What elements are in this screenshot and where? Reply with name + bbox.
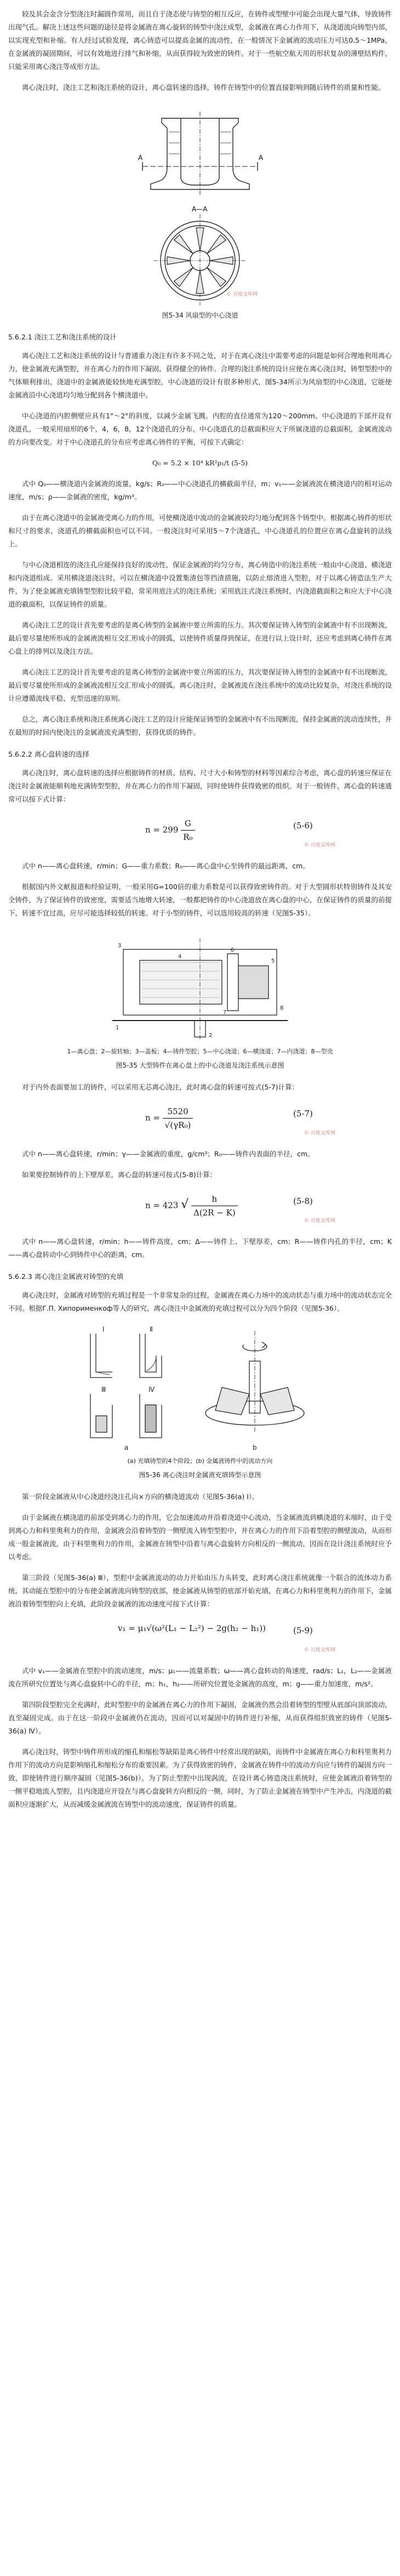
eq7-numerator: 5520 <box>163 1105 193 1119</box>
eq8-tag: (5-8) <box>293 1196 313 1206</box>
equation-5-6 <box>8 814 392 854</box>
sprue-block <box>238 966 268 999</box>
stage-label-3: Ⅲ <box>101 1386 106 1393</box>
part-label-b: b <box>253 1444 257 1451</box>
figure-5-34-caption: 图5-34 风扇型的中心浇道 <box>162 312 238 319</box>
fan-sprue-drawing <box>110 102 290 306</box>
sec2-paragraph-1: 离心浇注时，离心盘转速的选择应根据铸件的材质、结构、尺寸大小和铸型的材料等因素综合考虑，离心盘的转速应保证在浇注时金属液能顺利地充满铸型型腔，并在离心力的作用下凝固，同时使铸件获得致密的组织。对于一般铸件，离心盘的转速通常可以按下式计算： <box>8 769 392 803</box>
sec1-paragraph-5: 与中心浇道相连的浇注孔应能保持良好的流动性，保证金属液的均匀分布，离心铸造中的浇注系统一般由中心浇道、横浇道和内浇道组成。采用横浇道浇注时，可以在横浇道中设置集渣包等挡渣措施，以防止熔渣进入型腔，对于以离心铸造法生产大件，为了使金属液充填铸型型腔比较平稳，常采用底注式的浇注系统；采用底注式浇注系统时，内浇道截面积之和应大于中心浇道的截面积，以保证铸件的质量。 <box>8 561 392 608</box>
sec1-paragraph-8: 总之，离心浇注系统和浇注系统离心浇注工艺的设计应能保证铸型的金属液中有不出现断流，保持金属液的流动连续性，并在最短的时间内使浇注的金属液流充满型腔，获得优质的铸件。 <box>8 715 392 736</box>
sec3-paragraph-5: 式中 v₁——金属液在型腔中的流动速度，m/s；μ₁——流量系数；ω——离心盘转动的角速度，rad/s；L₁，L₂——金属液流在所研究位置处与离心盘旋转中心的半径，m；h₁，h₂——所研究位置处金属液的高度，m；g——重力加速度，m/s²。 <box>8 1667 392 1688</box>
fan-blade <box>210 257 233 264</box>
label-8: 8 <box>280 1005 284 1011</box>
sec3-paragraph-3: 由于金属液在横浇道的前部受到离心力的作用，它会加速流动并沿着浇道中心流动，当金属液流到横浇道的末端时，由于受到离心力和科里奥利力的作用，金属液会沿着铸型的一侧壁流入铸型型腔中，并在离心力的作用下沿着型腔的侧壁流动，从而形成一股金属液流，由于科里奥利力的作用，金属液在铸型中沿着与离心盘旋转方向相反的一侧流动，因而在设计浇注系统时应予以考虑。 <box>8 1513 392 1561</box>
figure-5-35 <box>101 927 299 1044</box>
fan-blade <box>167 257 190 264</box>
eq8-radical: √ <box>181 1197 189 1212</box>
equation-5-7 <box>8 1102 392 1142</box>
stage-1-inner <box>96 1334 112 1372</box>
fan-blade <box>174 235 196 257</box>
rotation-arrowhead <box>262 1342 266 1348</box>
fan-blade <box>204 265 226 287</box>
centrifugal-table-drawing <box>101 927 299 1044</box>
sec1-paragraph-3: 式中 Q₀——横浇道内金属液的流量，kg/s；R₀——中心浇道孔的横截面半径，m；v₁——金属液流在横浇道内的相对运动速度，m/s；ρ——金属液的密度，kg/m³。 <box>8 480 392 501</box>
runner-channel <box>227 954 238 1011</box>
page <box>8 0 392 1824</box>
figure-5-35-caption: 图5-35 大型铸件在离心盘上的中心浇道及浇注系统示意图 <box>116 1062 284 1069</box>
eq9-tag: (5-9) <box>293 1626 313 1635</box>
stage-label-1: Ⅰ <box>102 1326 105 1333</box>
section-label-right: A <box>259 154 264 162</box>
section-5-6-2-1-heading: 5.6.2.1 浇注工艺和浇注系统的设计 <box>8 333 117 341</box>
eq9-body: v₁ = μ₁√(ω²(L₁ − L₂²) − 2g(h₂ − h₁)) <box>118 1623 266 1633</box>
sec2b-paragraph-4: 式中 n——离心盘转速，r/min；h——铸件高度，cm；Δ——铸件上、下壁厚差，cm；R——铸件内孔的半径，cm；K——离心盘转动中心到铸件中心的距离，cm。 <box>8 1237 392 1259</box>
eq6-fraction <box>181 817 195 844</box>
sec1-paragraph-7: 离心浇注工艺的设计首先要考虑的是离心铸型的金属液中要立所需的压力，其次要保证铸入铸型的金属液中有不出现断流，最后要尽量使所形成的金属液流相互交汇形成小的圆弧。离心浇注时，金属液流在浇注系统中的流动比较复杂，对浇注系统的设计应遵循流线平稳、充型迅速的原则。 <box>8 668 392 702</box>
section-title: A—A <box>192 205 208 213</box>
label-7: 7 <box>223 1010 227 1016</box>
sec3-paragraph-4: 第三阶段（见图5-36(a) Ⅲ），型腔中金属液流动的动力开始由压力头转变，此时离心浇注系统就像一个联合的流体动力系统，其动能在型腔中的分布使金属液流向铸型的底部，使金属液从铸型的底部开始充填，在离心力和科里奥利力的作用下，金属液沿着铸型型腔向上充填，此阶段金属液的流动速度可按下式计算： <box>8 1574 392 1608</box>
eq6-tag: (5-6) <box>293 821 313 831</box>
sec3-paragraph-7: 离心浇注时，铸型中铸件所形成的缩孔和缩松等缺陷是离心铸件中经常出现的缺陷，而铸件中金属液在离心力和科里奥利力作用下的流动方向是影响缩孔和缩松分布的重要因素。为了获得致密的铸件，金属液在铸件中的流动方向应与铸件的凝固方向一致，即使铸件进行顺序凝固（见图5-36(b)）。为了防止型腔中出现涡流，在设计离心铸造浇注系统时，应使金属液沿着铸型的一侧平稳地流入型腔，且内浇道应开设在与离心盘旋转方向相反的一侧，同时，为了防止金属液在铸型中产生冲击，内浇道的截面积应逐渐扩大，从而减缓金属液流在铸型中的流动速度，保证铸件的质量。 <box>8 1748 392 1808</box>
intro-paragraph-1: 较及其会金含分型浇注时漏圆作常用，而且自于浇态使与铸型的相互反应，在铸件或型壁中可能会出现大量气体，导致铸件出现气孔。解决上述这些问题的途径是将金属液在离心旋转的铸型中浇注成型，金属液在离心力作用下，从浇道流向铸型内部，以实现充型和补缩。有人经过试验发现，离心铸造可以提高金属的流动性，在一般情况下金属液的流动压力可达0.5～1MPa，在金属液的凝固期间，可以有效地进行排气和补缩，从而获得较为致密的铸件。对于一些航空航天用的形状复杂的薄壁结构件，只能采用离心浇注等成形方法。 <box>8 10 392 71</box>
section-label-left: A <box>138 154 143 162</box>
stage-label-4: Ⅳ <box>148 1386 155 1393</box>
fan-blade <box>204 235 226 257</box>
sec3-paragraph-2: 第一阶段金属液从中心浇道经浇注孔向×方向的横浇道流动（见图5-36(a) Ⅰ）。 <box>22 1492 259 1501</box>
eq8-numerator: h <box>191 1192 238 1206</box>
equation-5-9 <box>8 1618 392 1659</box>
sec1-paragraph-2: 中心浇道的内腔侧壁应具有1°～2°的斜度，以减少金属飞溅。内腔的直径通常为120～200mm。中心浇道的下部开设有浇道孔，一般采用扇形的6个，4，6，8，12个浇道孔的分布。中心浇道孔的总截面积应大于所属浇道的总截面积，金属液流动的方向要改变。对于中心浇道孔的分布应考虑离心铸件的平衡，可按下式确定： <box>8 412 392 446</box>
section-5-6-2-2-heading: 5.6.2.2 离心盘转速的选择 <box>8 750 89 758</box>
mold-cavity-b <box>260 1387 294 1415</box>
fan-blade <box>196 270 204 293</box>
sec3-paragraph-1: 离心浇注时，金属液对铸型的充填过程是一个非常复杂的过程，金属液在离心力场中的流动状态与重力场中的流动状态完全不同。根据Γ.Π. Хипорименкоф等人的研究，离心浇注中金属液的充填过程可以分为四个阶段（见图5-36）。 <box>8 1291 392 1312</box>
eq8-lhs: n = 423 <box>145 1200 179 1211</box>
stage-2-inner <box>145 1334 156 1372</box>
stage-1-mold <box>90 1334 112 1378</box>
figure-5-36-caption: 图5-36 离心浇注时金属液充填铸型示意图 <box>139 1471 261 1479</box>
filling-stages-drawing <box>79 1323 321 1453</box>
label-2: 2 <box>209 1033 213 1039</box>
sec2b-paragraph-2: 式中 n——离心盘转速，r/min；γ——金属液的重度，g/cm³；R₀——铸件内表面的半径，cm。 <box>22 1150 315 1158</box>
stage-1-flow <box>96 1372 110 1375</box>
eq6-watermark: © 百度文库网 <box>304 843 335 848</box>
figure-5-36-subcaption: (a) 充填铸型的4个阶段；(b) 金属液铸件中的流动方向 <box>127 1457 273 1465</box>
eq7-lhs: n = <box>145 1113 160 1123</box>
eq9-watermark: © 百度文库网 <box>304 1647 335 1653</box>
figure-5-36 <box>79 1323 321 1453</box>
label-6: 6 <box>231 947 235 953</box>
figure-5-35-legend: 1—离心盘；2—旋转轴；3—盖板；4—铸件型腔；5—中心浇道；6—横浇道；7—内浇道；8—型壳 <box>67 1048 333 1055</box>
fan-blade <box>174 265 196 287</box>
sec2-paragraph-2: 式中 n——离心盘转速，r/min；G——重力系数；R₀——离心盘中心至铸件的最远距离，cm。 <box>22 862 310 870</box>
sec1-paragraph-1: 离心浇注工艺和浇注系统的设计与普通重力浇注有许多不同之处，对于在离心浇注中需要考虑的问题是如何合理地利用离心力，使金属液充满型腔，并在离心力的作用下凝固，获得健全的铸件。合理的浇注系统的设计应使在离心浇注时，铸型型腔中的气体顺利排出，浇道中的金属液能较快地充满型腔，中心浇道的设计有很多种形式，图5-34所示为风扇型的中心浇道，它能使金属液沿中心浇道均匀地分配到各个横浇道中。 <box>8 351 392 399</box>
watermark-fig34: © 百度文库网 <box>226 292 258 297</box>
formula-5-5: Q₀ = 5.2 × 10⁴ kR²ρ₁/t (5-5) <box>152 459 248 467</box>
eq8-denominator: Δ(2R − K) <box>193 1208 236 1218</box>
label-3: 3 <box>118 943 122 949</box>
eq7-denominator: √(γR₀) <box>164 1120 191 1130</box>
figure-5-34 <box>110 102 290 306</box>
equation-5-8 <box>8 1189 392 1230</box>
label-1: 1 <box>116 1025 119 1031</box>
eq8-fraction <box>191 1192 238 1219</box>
eq7-fraction <box>163 1105 193 1132</box>
stage-label-2: Ⅱ <box>150 1326 153 1333</box>
eq8-watermark: © 百度文库网 <box>304 1218 335 1224</box>
sec1-paragraph-4: 由于在离心浇道中的金属液受离心力的作用，可使横浇道中流动的金属液较均匀地分配到各个铸型中。根据离心铸件的形状和尺寸的要求，浇道孔的横截面积也可以不同。一般浇注时可采用5～7个浇道孔，中心浇道孔的位置应在离心盘旋转的法线上。 <box>8 514 392 548</box>
part-label-a: a <box>124 1444 129 1451</box>
stage-4-fill <box>145 1405 156 1432</box>
eq6-lhs: n = 299 <box>145 825 179 835</box>
sec2b-paragraph-3: 如果要控制铸件的上下壁厚差，离心盘的转速可按式(5-8)计算： <box>22 1171 217 1179</box>
sec2b-paragraph-1: 对于内外表面要加工的铸件，可以采用无芯离心浇注，此时离心盘的转速可按式(5-7)计算： <box>22 1083 299 1091</box>
stage-3-fill <box>96 1416 107 1432</box>
eq7-tag: (5-7) <box>293 1109 313 1119</box>
section-5-6-2-3-heading: 5.6.2.3 离心浇注金属液对铸型的充填 <box>8 1272 124 1281</box>
mold-cavity-b <box>215 1387 249 1415</box>
stage-2-flow <box>146 1357 156 1371</box>
eq6-denominator: R₀ <box>183 832 193 842</box>
intro-paragraph-2: 离心浇注时，浇注工艺和浇注系统的设计，离心盘转速的选择，铸件在铸型中的位置直接影响到随后铸件的质量和性能。 <box>22 83 385 91</box>
label-5: 5 <box>271 958 275 964</box>
sec2-paragraph-3: 根据国内外文献报道和经验证明，一般采用G=100倍的重力系数是可以获得致密铸件的。对于大型圆形状特别铸件及其安全铸件，为了保证铸件的致密度，需要适当地增大转速，一般都把铸件的中心浇道放在离心盘的中心，在保证铸件的质量的前提下，转速不宜过高，应尽可能选择较低的转速。对于小型的铸件，可以选用较高的转速（见图5-35）。 <box>8 883 392 917</box>
sec1-paragraph-6: 离心浇注工艺的设计首先要考虑的是离心铸型的金属液中要立所需的压力。其次要保证铸入铸型的金属液中有不出现断流，最后要尽量使所形成的金属液流相互交汇形成小的圆弧，以使铸件质量得到保证，在进行以上设计时，还应考虑到离心铸件在离心盘上的排列以及浇注方法。 <box>8 621 392 655</box>
eq6-numerator: G <box>181 817 195 831</box>
eq7-watermark: © 百度文库网 <box>304 1131 335 1136</box>
stage-2-mold <box>140 1334 162 1378</box>
fan-blade <box>196 228 204 251</box>
label-4: 4 <box>178 954 182 960</box>
sec3-paragraph-6: 第四阶段型腔完全充满时，此时型腔中的金属液在离心力的作用下凝固，金属液仍然会沿着铸型的型壁从底部向顶部流动，直至凝固完成。由于在这一阶段中金属液仍在流动，因而可以对凝固中的铸件进行补缩，从而获得组织致密的铸件（见图5-36(a) Ⅳ）。 <box>8 1701 392 1735</box>
